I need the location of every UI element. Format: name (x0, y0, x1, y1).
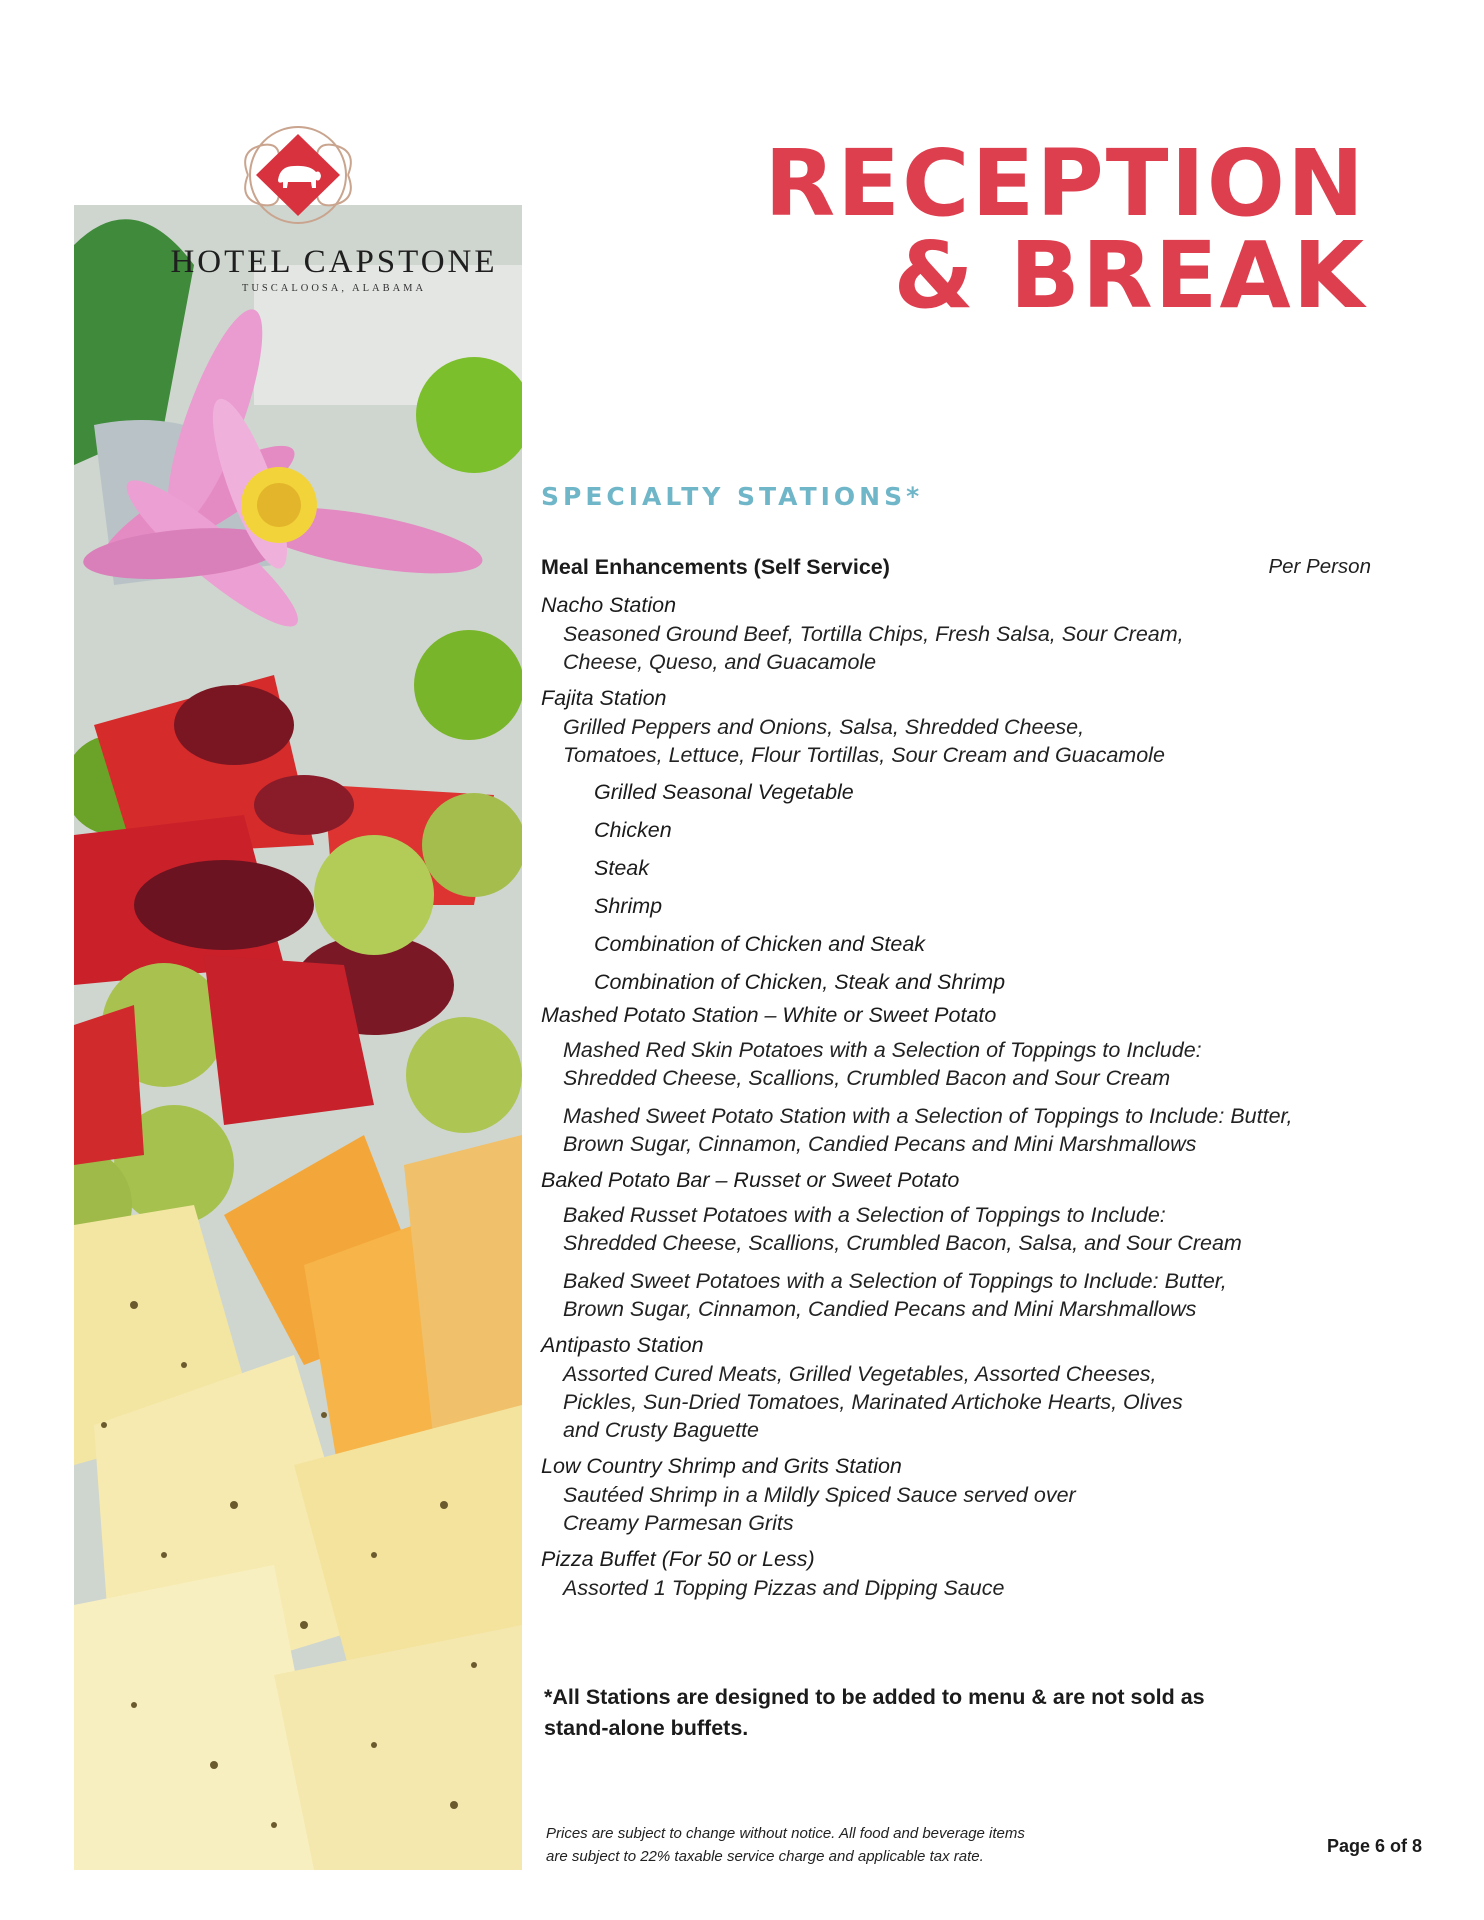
station-name: Mashed Potato Station – White or Sweet Potato (541, 1003, 997, 1027)
page-number: Page 6 of 8 (1326, 1836, 1422, 1856)
desc-line: Seasoned Ground Beef, Tortilla Chips, Fresh Salsa, Sour Cream, (563, 622, 1184, 646)
food-photo (74, 205, 522, 1870)
desc-line: Mashed Sweet Potato Station with a Selection of Toppings to Include: Butter, (563, 1104, 1293, 1128)
fajita-option: Shrimp (594, 894, 663, 918)
fajita-option: Chicken (594, 818, 672, 842)
station-desc (541, 1102, 1371, 1158)
station-desc (541, 620, 1371, 676)
header-label: Meal Enhancements (Self Service) (541, 555, 890, 579)
disclaimer-line: Prices are subject to change without notice. All food and beverage items (546, 1825, 1025, 1842)
title-line-2: & BREAK (893, 222, 1366, 329)
stations-note (544, 1682, 1304, 1744)
desc-line: Mashed Red Skin Potatoes with a Selection of Toppings to Include: (563, 1038, 1202, 1062)
desc-line: Creamy Parmesan Grits (563, 1511, 794, 1535)
desc-line: Assorted 1 Topping Pizzas and Dipping Sauce (563, 1576, 1005, 1600)
fajita-option: Grilled Seasonal Vegetable (594, 780, 854, 804)
page-title (764, 130, 1366, 329)
station-desc (541, 1036, 1371, 1092)
desc-line: Shredded Cheese, Scallions, Crumbled Bacon and Sour Cream (563, 1066, 1171, 1090)
elephant-diamond-logo-icon (228, 120, 368, 230)
footer-disclaimer (546, 1822, 1166, 1868)
station-name: Pizza Buffet (For 50 or Less) (541, 1547, 815, 1571)
desc-line: Baked Sweet Potatoes with a Selection of Toppings to Include: Butter, (563, 1269, 1227, 1293)
fajita-option: Steak (594, 856, 649, 880)
menu-header (541, 555, 1371, 591)
desc-line: Pickles, Sun-Dried Tomatoes, Marinated Artichoke Hearts, Olives (563, 1390, 1183, 1414)
desc-line: Assorted Cured Meats, Grilled Vegetables, Assorted Cheeses, (563, 1362, 1157, 1386)
fruit-cheese-illustration (74, 205, 522, 1870)
title-line-1: RECEPTION (764, 130, 1366, 237)
station-desc (541, 1574, 1371, 1602)
station-name: Fajita Station (541, 686, 667, 710)
station-desc (541, 1360, 1371, 1444)
note-line: stand-alone buffets. (544, 1716, 749, 1740)
station-name: Antipasto Station (541, 1333, 704, 1357)
fajita-option: Combination of Chicken and Steak (594, 932, 926, 956)
station-name: Baked Potato Bar – Russet or Sweet Potato (541, 1168, 960, 1192)
fajita-option: Combination of Chicken, Steak and Shrimp (594, 970, 1006, 994)
hotel-logo (74, 120, 522, 310)
desc-line: Brown Sugar, Cinnamon, Candied Pecans and Mini Marshmallows (563, 1297, 1197, 1321)
desc-line: Shredded Cheese, Scallions, Crumbled Bacon, Salsa, and Sour Cream (563, 1231, 1242, 1255)
station-desc (541, 1267, 1371, 1323)
brand-location: TUSCALOOSA, ALABAMA (241, 283, 427, 294)
station-desc (541, 713, 1371, 769)
desc-line: and Crusty Baguette (563, 1418, 760, 1442)
desc-line: Baked Russet Potatoes with a Selection of Toppings to Include: (563, 1203, 1166, 1227)
desc-line: Grilled Peppers and Onions, Salsa, Shredded Cheese, (563, 715, 1085, 739)
station-name: Low Country Shrimp and Grits Station (541, 1454, 902, 1478)
desc-line: Cheese, Queso, and Guacamole (563, 650, 877, 674)
station-name: Nacho Station (541, 593, 677, 617)
desc-line: Brown Sugar, Cinnamon, Candied Pecans and Mini Marshmallows (563, 1132, 1197, 1156)
section-title: SPECIALTY STATIONS* (541, 482, 924, 511)
price-label: Per Person (1268, 555, 1371, 578)
brand-name: HOTEL CAPSTONE (170, 244, 498, 280)
desc-line: Tomatoes, Lettuce, Flour Tortillas, Sour Cream and Guacamole (563, 743, 1165, 767)
desc-line: Sautéed Shrimp in a Mildly Spiced Sauce served over (563, 1483, 1076, 1507)
note-line: *All Stations are designed to be added to menu & are not sold as (544, 1685, 1205, 1709)
menu-content (541, 555, 1371, 1602)
station-desc (541, 1481, 1371, 1537)
station-desc (541, 1201, 1371, 1257)
disclaimer-line: are subject to 22% taxable service charge and applicable tax rate. (546, 1848, 984, 1865)
